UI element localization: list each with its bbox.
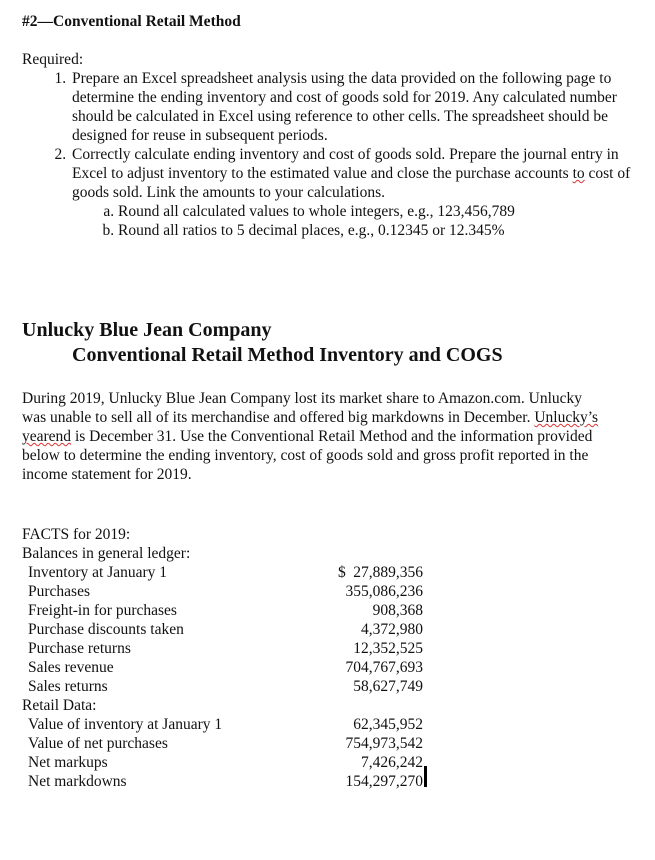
fact-label: Purchase returns bbox=[28, 640, 131, 657]
fact-label: Sales revenue bbox=[28, 659, 114, 676]
fact-value: 154,297,270 bbox=[345, 773, 423, 790]
fact-label: Value of inventory at January 1 bbox=[28, 716, 223, 733]
fact-value: 7,426,242 bbox=[361, 754, 423, 771]
fact-value: 27,889,356 bbox=[353, 564, 423, 581]
fact-value: 62,345,952 bbox=[353, 716, 423, 733]
fact-row bbox=[22, 601, 423, 620]
fact-label: Net markups bbox=[28, 754, 108, 771]
fact-label: Balances in general ledger: bbox=[22, 545, 191, 562]
text-cursor bbox=[424, 766, 427, 787]
spellcheck-underline: to bbox=[572, 165, 585, 182]
fact-label: Value of net purchases bbox=[28, 735, 168, 752]
paragraph-text-end: is December 31. Use the Conventional Retail Method and the information provided below to determine the ending inventory, cost of goods sold and gross profit reported in the income statement for 2019. bbox=[22, 428, 593, 483]
section-label bbox=[22, 696, 423, 715]
currency-symbol: $ bbox=[338, 564, 346, 581]
fact-row bbox=[22, 620, 423, 639]
sub-requirement-a: a. Round all calculated values to whole integers, e.g., 123,456,789 bbox=[118, 202, 655, 221]
section-label bbox=[22, 544, 423, 563]
requirement-1: 1. Prepare an Excel spreadsheet analysis using the data provided on the following page to determine the ending inventory and cost of goods sold for 2019. Any calculated number should be calculated in Excel using reference to other cells. The spreadsheet should be designed for reuse in subsequent periods. bbox=[70, 69, 655, 145]
requirement-2 bbox=[70, 145, 655, 240]
description-paragraph bbox=[22, 389, 607, 484]
fact-value: 355,086,236 bbox=[345, 583, 423, 600]
company-heading: Unlucky Blue Jean Company bbox=[22, 319, 272, 341]
fact-value: 754,973,542 bbox=[345, 735, 423, 752]
fact-label: Freight-in for purchases bbox=[28, 602, 177, 619]
fact-value: 12,352,525 bbox=[353, 640, 423, 657]
fact-label: Retail Data: bbox=[22, 697, 97, 714]
requirement-2-text: Correctly calculate ending inventory and cost of goods sold. Prepare the journal entry in Excel to adjust inventory to the estimated value and close the purchase accounts bbox=[72, 146, 619, 182]
document-title: #2—Conventional Retail Method bbox=[22, 13, 241, 30]
required-label: Required: bbox=[22, 51, 84, 68]
fact-label: Sales returns bbox=[28, 678, 108, 695]
paragraph-text: During 2019, Unlucky Blue Jean Company lost its market share to Amazon.com. Unlucky was unable to sell all of its merchandise and offered big markdowns in December. bbox=[22, 390, 583, 426]
section-label bbox=[22, 525, 423, 544]
fact-row bbox=[22, 658, 423, 677]
fact-row bbox=[22, 715, 423, 734]
sub-requirements-list bbox=[72, 202, 655, 240]
requirements-list bbox=[22, 69, 655, 240]
section-subtitle: Conventional Retail Method Inventory and COGS bbox=[72, 344, 503, 366]
fact-row bbox=[22, 772, 423, 791]
fact-row bbox=[22, 563, 423, 582]
fact-row bbox=[22, 753, 423, 772]
fact-label: Purchases bbox=[28, 583, 90, 600]
sub-requirement-b: b. Round all ratios to 5 decimal places, e.g., 0.12345 or 12.345% bbox=[118, 221, 655, 240]
paragraph-spellcheck-text: Unlucky’s yearend bbox=[22, 409, 599, 445]
fact-value: 704,767,693 bbox=[345, 659, 423, 676]
fact-row bbox=[22, 734, 423, 753]
fact-label: Inventory at January 1 bbox=[28, 564, 168, 581]
fact-label: Purchase discounts taken bbox=[28, 621, 184, 638]
fact-row bbox=[22, 677, 423, 696]
fact-label: Net markdowns bbox=[28, 773, 127, 790]
fact-row bbox=[22, 582, 423, 601]
fact-label: FACTS for 2019: bbox=[22, 526, 131, 543]
fact-value: 4,372,980 bbox=[361, 621, 423, 638]
fact-value: 58,627,749 bbox=[353, 678, 423, 695]
requirement-2-text-end: cost of goods sold. Link the amounts to your calculations. bbox=[72, 165, 631, 201]
fact-row bbox=[22, 639, 423, 658]
fact-value: 908,368 bbox=[372, 602, 423, 619]
